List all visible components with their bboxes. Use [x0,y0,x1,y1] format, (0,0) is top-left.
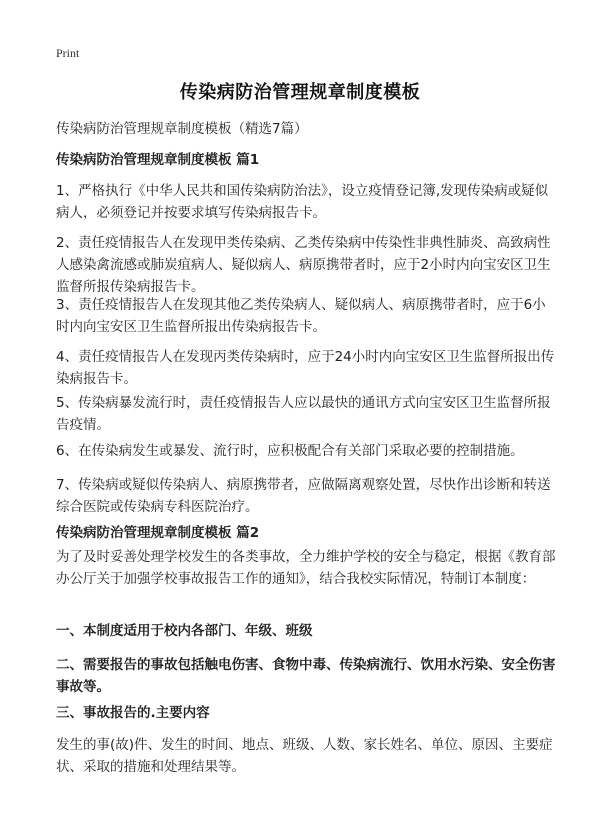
section-2-detail: 发生的事(故)件、发生的时间、地点、班级、人数、家长姓名、单位、原因、主要症状、采取的措施和处理结果等。 [56,737,553,775]
document-title: 传染病防治管理规章制度模板 [179,82,421,103]
section-1-heading: 传染病防治管理规章制度模板 篇1 [56,152,260,168]
section-1-item-7: 7、传染病或疑似传染病人、病原携带者，应做隔离观察处置，尽快作出诊断和转送综合医院或传染病专科医院治疗。 [56,477,551,515]
section-2-intro: 为了及时妥善处理学校发生的各类事故，全力维护学校的安全与稳定，根据《教育部办公厅关于加强学校事故报告工作的通知》，结合我校实际情况，特制订本制度： [56,549,556,587]
section-1-item-5: 5、传染病暴发流行时，责任疫情报告人应以最快的通讯方式向宝安区卫生监督所报告疫情。 [56,395,551,433]
section-1-item-2: 2、责任疫情报告人在发现甲类传染病、乙类传染病中传染性非典性肺炎、高致病性人感染禽流感或肺炭疽病人、疑似病人、病原携带者时，应于2小时内向宝安区卫生监督所报传染病报告卡。 [56,235,551,295]
section-2-point-3: 三、事故报告的.主要内容 [56,705,210,721]
section-1-item-1: 1、严格执行《中华人民共和国传染病防治法》，设立疫情登记簿,发现传染病或疑似病人，必须登记并按要求填写传染病报告卡。 [56,183,549,221]
section-1-item-4: 4、责任疫情报告人在发现丙类传染病时，应于24小时内向宝安区卫生监督所报出传染病报告卡。 [56,349,555,387]
section-2-point-2: 二、需要报告的事故包括触电伤害、食物中毒、传染病流行、饮用水污染、安全伤害事故等。 [56,657,556,695]
section-2-point-1: 一、本制度适用于校内各部门、年级、班级 [56,623,313,639]
section-1-item-6: 6、在传染病发生或暴发、流行时，应积极配合有关部门采取必要的控制措施。 [56,443,524,459]
print-label: Print [56,46,80,60]
section-2-heading: 传染病防治管理规章制度模板 篇2 [56,525,260,541]
document-subtitle: 传染病防治管理规章制度模板（精选7篇） [56,121,308,137]
section-1-item-3: 3、责任疫情报告人在发现其他乙类传染病人、疑似病人、病原携带者时，应于6小时内向宝安区卫生监督所报出传染病报告卡。 [56,297,546,335]
